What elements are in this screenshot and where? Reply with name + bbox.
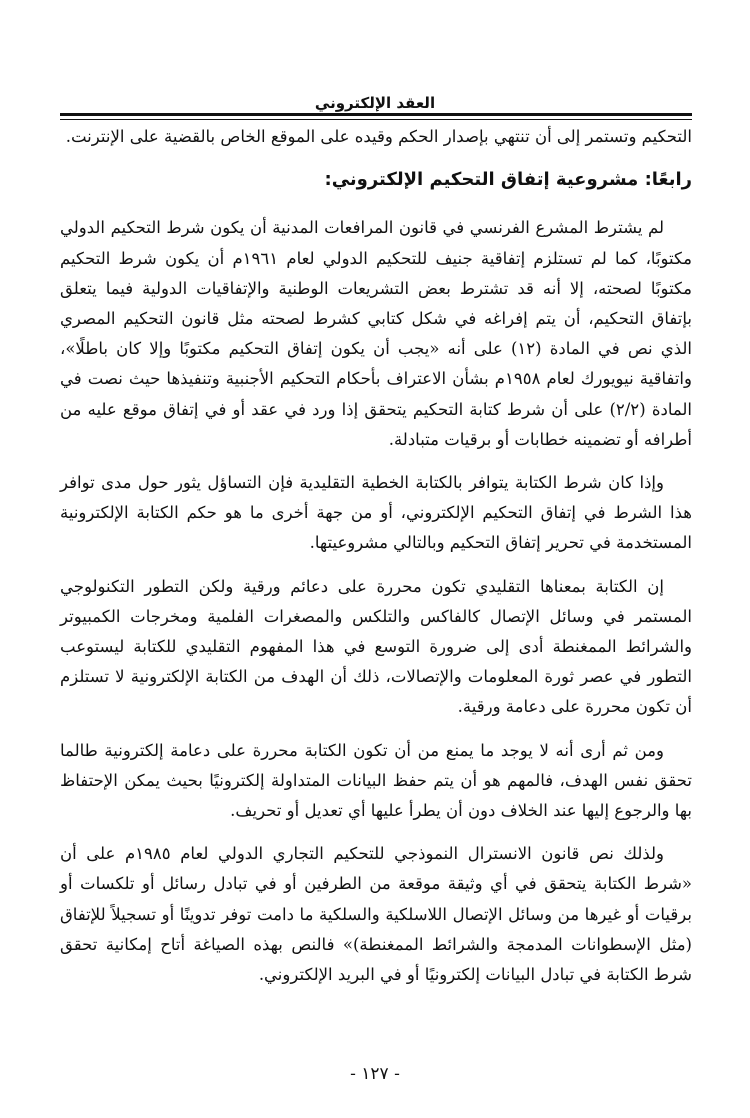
paragraph-1: لم يشترط المشرع الفرنسي في قانون المرافعات المدنية أن يكون شرط التحكيم الدولي مكتوبًا، كما لم تستلزم إتفاقية جنيف للتحكيم الدولي لعام ١٩٦١م أن يكون شرط التحكيم مكتوبًا لصحته، إلا أنه قد تشترط بعض التشريعات الوطنية والإتفاقيات الدولية فيما يتعلق بإتفاق التحكيم، أن يتم إفراغه في شكل كتابي كشرط لصحته مثل قانون التحكيم المصري الذي نص في المادة (١٢) على أنه «يجب أن يكون إتفاق التحكيم مكتوبًا وإلا كان باطلًا»، واتفاقية نيويورك لعام ١٩٥٨م بشأن الاعتراف بأحكام التحكيم الأجنبية وتنفيذها حيث نصت في المادة (٢/٢) على أن شرط كتابة التحكيم يتحقق إذا ورد في عقد أو في إتفاق موقع عليه من أطرافه أو تضمينه خطابات أو برقيات متبادلة.: [60, 218, 692, 449]
paragraph-2: وإذا كان شرط الكتابة يتوافر بالكتابة الخطية التقليدية فإن التساؤل يثور حول مدى توافر هذا الشرط في إتفاق التحكيم الإلكتروني، أو من جهة أخرى ما هو حكم الكتابة الإلكترونية المستخدمة في تحرير إتفاق التحكيم وبالتالي مشروعيتها.: [60, 473, 692, 553]
page-number: - ١٢٧ -: [350, 1064, 400, 1084]
section-heading: رابعًا: مشروعية إتفاق التحكيم الإلكتروني:: [324, 169, 692, 191]
header-rule-thick: [60, 113, 692, 116]
header-rule-thin: [60, 119, 692, 120]
page-body: [60, 122, 692, 1003]
paragraph-5: ولذلك نص قانون الانسترال النموذجي للتحكيم التجاري الدولي لعام ١٩٨٥م على أن «شرط الكتابة يتحقق في أي وثيقة موقعة من الطرفين أو في تبادل رسائل أو تلكسات أو برقيات أو غيرها من وسائل الإتصال اللاسلكية والسلكية ما دامت توفر تدوينًا أو تسجيلاً للإتفاق (مثل الإسطوانات المدمجة والشرائط الممغنطة)» فالنص بهذه الصياغة أتاح إمكانية تحقق شرط الكتابة في تبادل البيانات إلكترونيًا أو في البريد الإلكتروني.: [60, 844, 692, 985]
running-header-title: العقد الإلكتروني: [314, 94, 436, 112]
paragraph-3: إن الكتابة بمعناها التقليدي تكون محررة على دعائم ورقية ولكن التطور التكنولوجي المستمر في وسائل الإتصال كالفاكس والتلكس والمصغرات الفلمية ومخرجات الكمبيوتر والشرائط الممغنطة أدى إلى ضرورة التوسع في هذا المفهوم التقليدي للكتابة ليستوعب التطور في عصر ثورة المعلومات والإتصالات، ذلك أن الهدف من الكتابة الإلكترونية لا تستلزم أن تكون محررة على دعامة ورقية.: [60, 576, 692, 717]
paragraph-4: ومن ثم أرى أنه لا يوجد ما يمنع من أن تكون الكتابة محررة على دعامة إلكترونية طالما تحقق نفس الهدف، فالمهم هو أن يتم حفظ البيانات المتداولة إلكترونيًا بحيث يمكن الإحتفاظ بها والرجوع إليها عند الخلاف دون أن يطرأ عليها أي تعديل أو تحريف.: [60, 740, 692, 821]
continued-paragraph: التحكيم وتستمر إلى أن تنتهي بإصدار الحكم وقيده على الموقع الخاص بالقضية على الإنترنت.: [65, 127, 692, 146]
